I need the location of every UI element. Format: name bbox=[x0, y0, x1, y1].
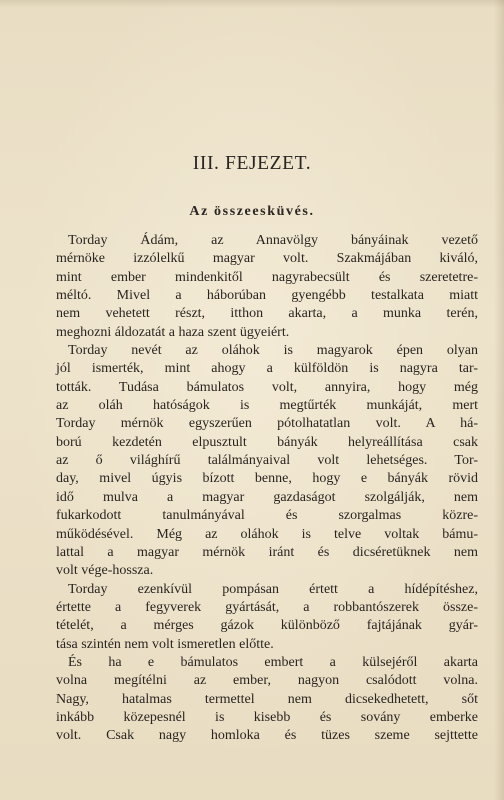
text-line: meghozni áldozatát a haza szent ügyeiért. bbox=[56, 324, 290, 340]
page-top-shadow bbox=[0, 0, 504, 8]
text-line: az oláh hatóságok is megtűrték munkáját, mert bbox=[56, 398, 478, 414]
body-text bbox=[56, 232, 478, 746]
text-line: inkább közepesnél is kisebb és sovány emberke bbox=[56, 709, 478, 725]
text-line: Torday Ádám, az Annavölgy bányáinak vezető bbox=[68, 233, 478, 248]
chapter-title: III. FEJEZET. bbox=[192, 153, 312, 174]
text-line: tották. Tudása bámulatos volt, annyira, hogy még bbox=[56, 379, 478, 395]
text-line: Torday nevét az oláhok is magyarok épen olyan bbox=[68, 343, 478, 359]
text-line: az ő világhírű találmányaival volt lehetséges. Tor- bbox=[56, 453, 478, 469]
text-line: És ha e bámulatos embert a külsejéről akarta bbox=[68, 654, 478, 670]
text-line: tételét, a mérges gázok különböző fajtájának gyár- bbox=[56, 618, 478, 634]
text-line: volt. Csak nagy homloka és tüzes szeme sejttette bbox=[56, 728, 478, 744]
text-line: Torday ezenkívül pompásan értett a hídépítéshez, bbox=[68, 581, 478, 597]
text-line: mérnöke izzólelkű magyar volt. Szakmájában kiváló, bbox=[56, 251, 478, 267]
text-line: mint ember mindenkitől nagyrabecsült és szeretetre- bbox=[56, 269, 478, 285]
text-line: értette a fegyverek gyártását, a robbantószerek össze- bbox=[56, 599, 478, 615]
section-title: Az összeesküvés. bbox=[189, 204, 315, 219]
text-line: volna megítélni az ember, nagyon csalódott volna. bbox=[56, 673, 478, 689]
text-line: idő mulva a magyar gazdaságot szolgálják, nem bbox=[56, 489, 478, 505]
text-line: lattal a magyar mérnök iránt és dicséretüknek nem bbox=[56, 544, 478, 560]
text-line: jól ismerték, mint ahogy a külföldön is nagyra tar- bbox=[56, 361, 478, 377]
text-line: Torday mérnök egyszerűen pótolhatatlan volt. A há- bbox=[56, 416, 478, 432]
text-line: day, mivel úgyis bízott benne, hogy e bányák rövid bbox=[56, 471, 478, 487]
text-line: ború kezdetén elpusztult bányák helyreállítása csak bbox=[56, 434, 478, 450]
text-line: Nagy, hatalmas termettel nem dicsekedhetett, sőt bbox=[56, 691, 478, 707]
text-line: volt vége-hossza. bbox=[56, 563, 154, 579]
text-line: fukarkodott tanulmányával és szorgalmas közre- bbox=[56, 508, 478, 524]
text-line: tása szintén nem volt ismeretlen előtte. bbox=[56, 636, 274, 652]
text-line: méltó. Mivel a háborúban gyengébb testalkata miatt bbox=[56, 288, 478, 304]
text-line: nem vehetett részt, itthon akarta, a munka terén, bbox=[56, 306, 478, 322]
text-line: működésével. Még az oláhok is telve voltak bámu- bbox=[56, 526, 478, 542]
page-right-shadow bbox=[494, 0, 504, 800]
